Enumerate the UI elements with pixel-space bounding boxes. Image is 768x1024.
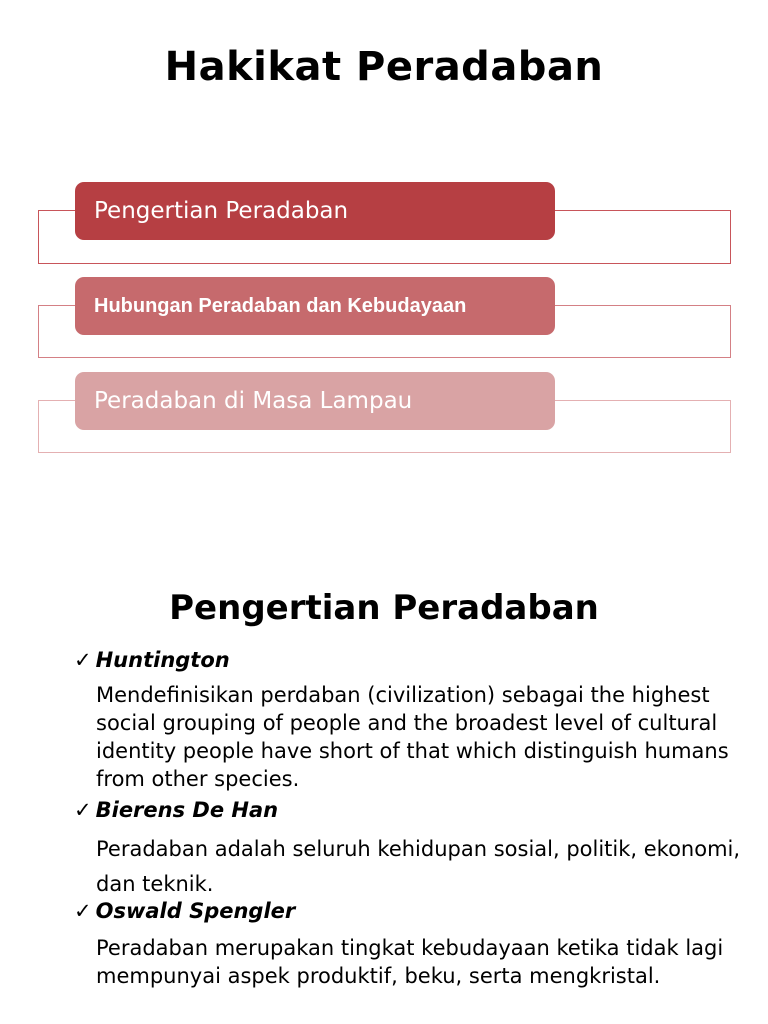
item-label: Pengertian Peradaban (94, 198, 349, 224)
entry-name: Bierens De Han (95, 798, 279, 822)
entry-text-spengler: Peradaban merupakan tingkat kebudayaan ketika tidak lagi mempunyai aspek produktif, beku, serta mengkristal. (96, 936, 724, 988)
entry-name: Huntington (95, 648, 230, 672)
entry-heading-bierens (74, 798, 278, 822)
slide1-title: Hakikat Peradaban (164, 44, 604, 90)
entry-text-huntington: Mendefinisikan perdaban (civilization) sebagai the highest social grouping of people and the broadest level of cultural identity people have short of that which distinguish humans from other species. (96, 683, 729, 791)
checkmark-icon: ✓ (74, 899, 92, 923)
item-label: Peradaban di Masa Lampau (94, 388, 413, 414)
entry-heading-spengler (74, 899, 295, 923)
entry-text-bierens: Peradaban adalah seluruh kehidupan sosial, politik, ekonomi, dan teknik. (96, 837, 741, 896)
item-label: Hubungan Peradaban dan Kebudayaan (94, 294, 467, 317)
entry-name: Oswald Spengler (95, 899, 296, 923)
checkmark-icon: ✓ (74, 798, 92, 822)
entry-heading-huntington (74, 648, 230, 672)
item-hubungan-peradaban[interactable] (75, 277, 555, 335)
item-peradaban-masa-lampau[interactable] (75, 372, 555, 430)
slide2-title: Pengertian Peradaban (169, 588, 599, 628)
checkmark-icon: ✓ (74, 648, 92, 672)
item-pengertian-peradaban[interactable] (75, 182, 555, 240)
